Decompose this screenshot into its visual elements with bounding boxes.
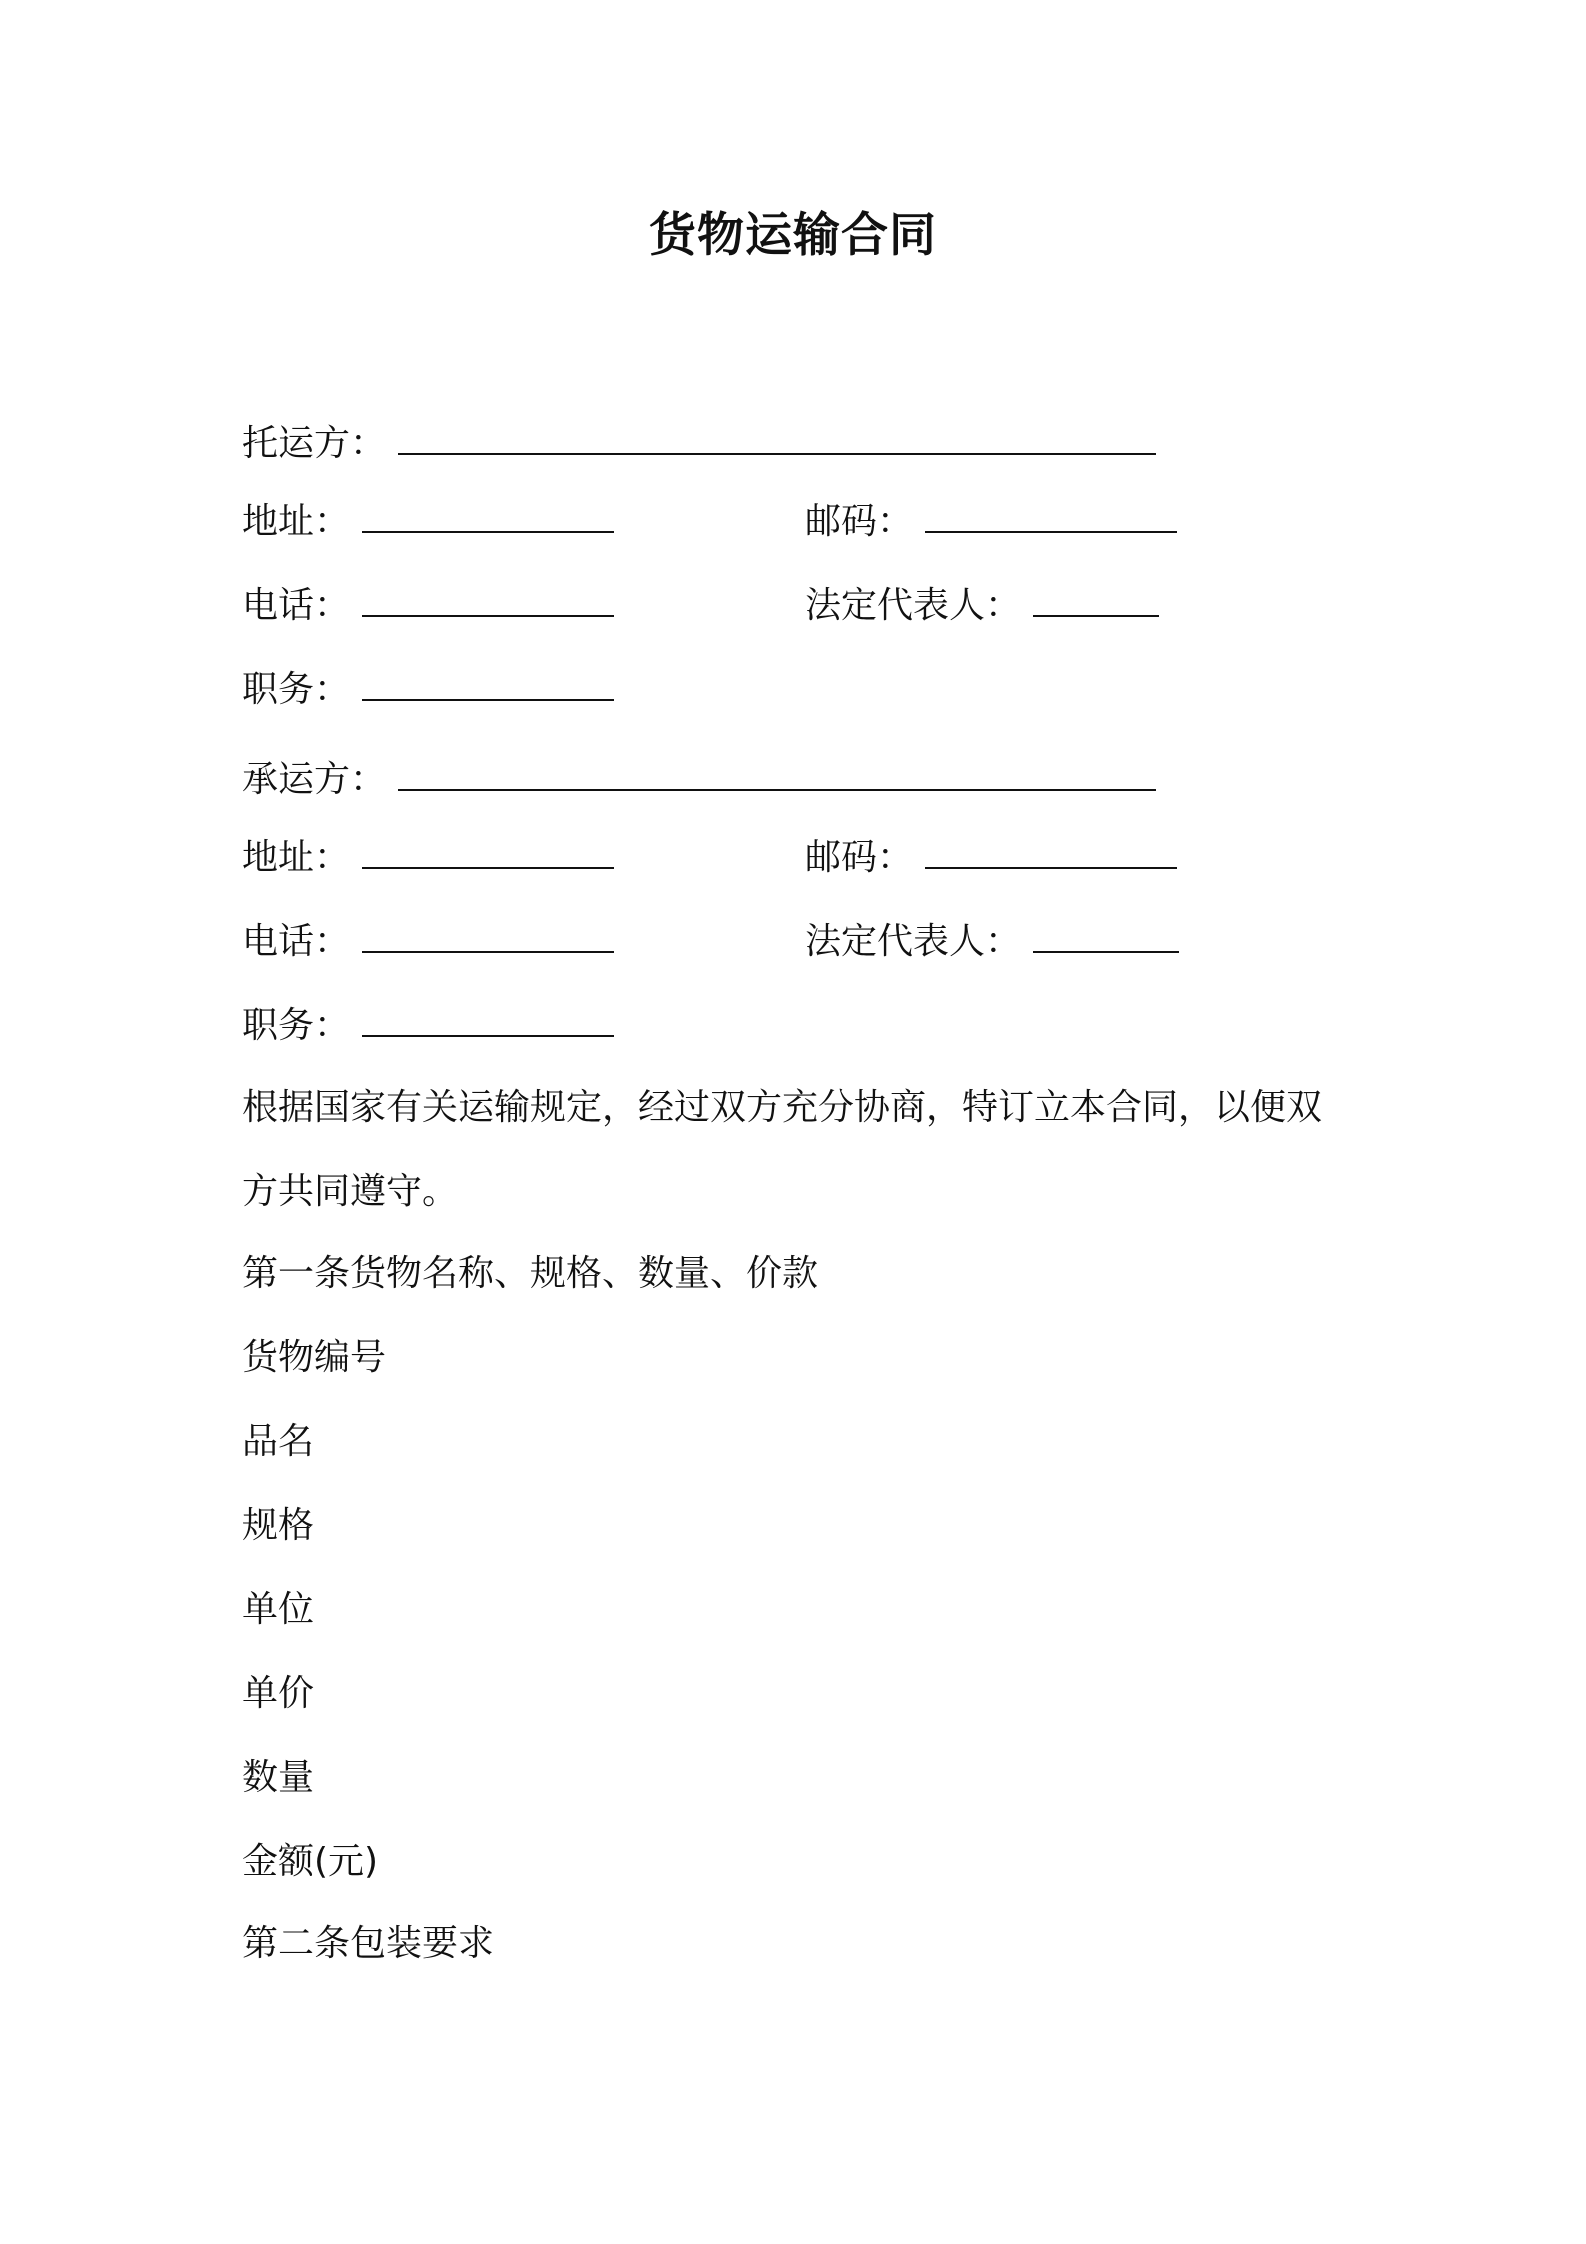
carrier-address-row xyxy=(242,837,614,878)
carrier-postcode-blank[interactable] xyxy=(925,866,1177,869)
article-2-heading: 第二条包装要求 xyxy=(242,1923,495,1964)
shipper-phone-blank[interactable] xyxy=(362,614,614,617)
goods-field-quantity: 数量 xyxy=(242,1757,315,1798)
carrier-phone-row xyxy=(242,921,614,962)
shipper-party-blank[interactable] xyxy=(398,452,1156,455)
goods-field-number: 货物编号 xyxy=(242,1337,387,1378)
carrier-party-blank[interactable] xyxy=(398,788,1156,791)
article-1-heading: 第一条货物名称、规格、数量、价款 xyxy=(242,1253,819,1294)
shipper-postcode-label: 邮码： xyxy=(805,501,914,542)
goods-field-name: 品名 xyxy=(242,1421,315,1462)
shipper-address-row xyxy=(242,501,614,542)
shipper-legal-rep-label: 法定代表人： xyxy=(805,585,1022,626)
shipper-phone-label: 电话： xyxy=(242,585,351,626)
carrier-legal-rep-label: 法定代表人： xyxy=(805,921,1022,962)
carrier-legal-rep-row xyxy=(805,921,1179,962)
shipper-legal-rep-blank[interactable] xyxy=(1033,614,1159,617)
shipper-position-blank[interactable] xyxy=(362,698,614,701)
carrier-postcode-row xyxy=(805,837,1177,878)
carrier-address-label: 地址： xyxy=(242,837,351,878)
goods-field-amount: 金额(元) xyxy=(242,1841,379,1882)
shipper-party-label: 托运方： xyxy=(242,423,387,464)
carrier-position-label: 职务： xyxy=(242,1005,351,1046)
shipper-address-label: 地址： xyxy=(242,501,351,542)
shipper-position-label: 职务： xyxy=(242,669,351,710)
carrier-address-blank[interactable] xyxy=(362,866,614,869)
carrier-phone-label: 电话： xyxy=(242,921,351,962)
goods-field-unit-price: 单价 xyxy=(242,1673,315,1714)
goods-field-spec: 规格 xyxy=(242,1505,315,1546)
shipper-phone-row xyxy=(242,585,614,626)
goods-field-unit: 单位 xyxy=(242,1589,315,1630)
intro-paragraph-line-1: 根据国家有关运输规定，经过双方充分协商，特订立本合同，以便双 xyxy=(242,1087,1323,1128)
carrier-party-label: 承运方： xyxy=(242,759,387,800)
carrier-party-row xyxy=(242,759,1156,800)
shipper-party-row xyxy=(242,423,1156,464)
carrier-position-blank[interactable] xyxy=(362,1034,614,1037)
shipper-legal-rep-row xyxy=(805,585,1159,626)
document-title: 货物运输合同 xyxy=(649,208,937,263)
intro-paragraph-line-2: 方共同遵守。 xyxy=(242,1171,459,1212)
shipper-postcode-blank[interactable] xyxy=(925,530,1177,533)
carrier-position-row xyxy=(242,1005,614,1046)
carrier-postcode-label: 邮码： xyxy=(805,837,914,878)
shipper-address-blank[interactable] xyxy=(362,530,614,533)
carrier-phone-blank[interactable] xyxy=(362,950,614,953)
shipper-postcode-row xyxy=(805,501,1177,542)
shipper-position-row xyxy=(242,669,614,710)
carrier-legal-rep-blank[interactable] xyxy=(1033,950,1179,953)
